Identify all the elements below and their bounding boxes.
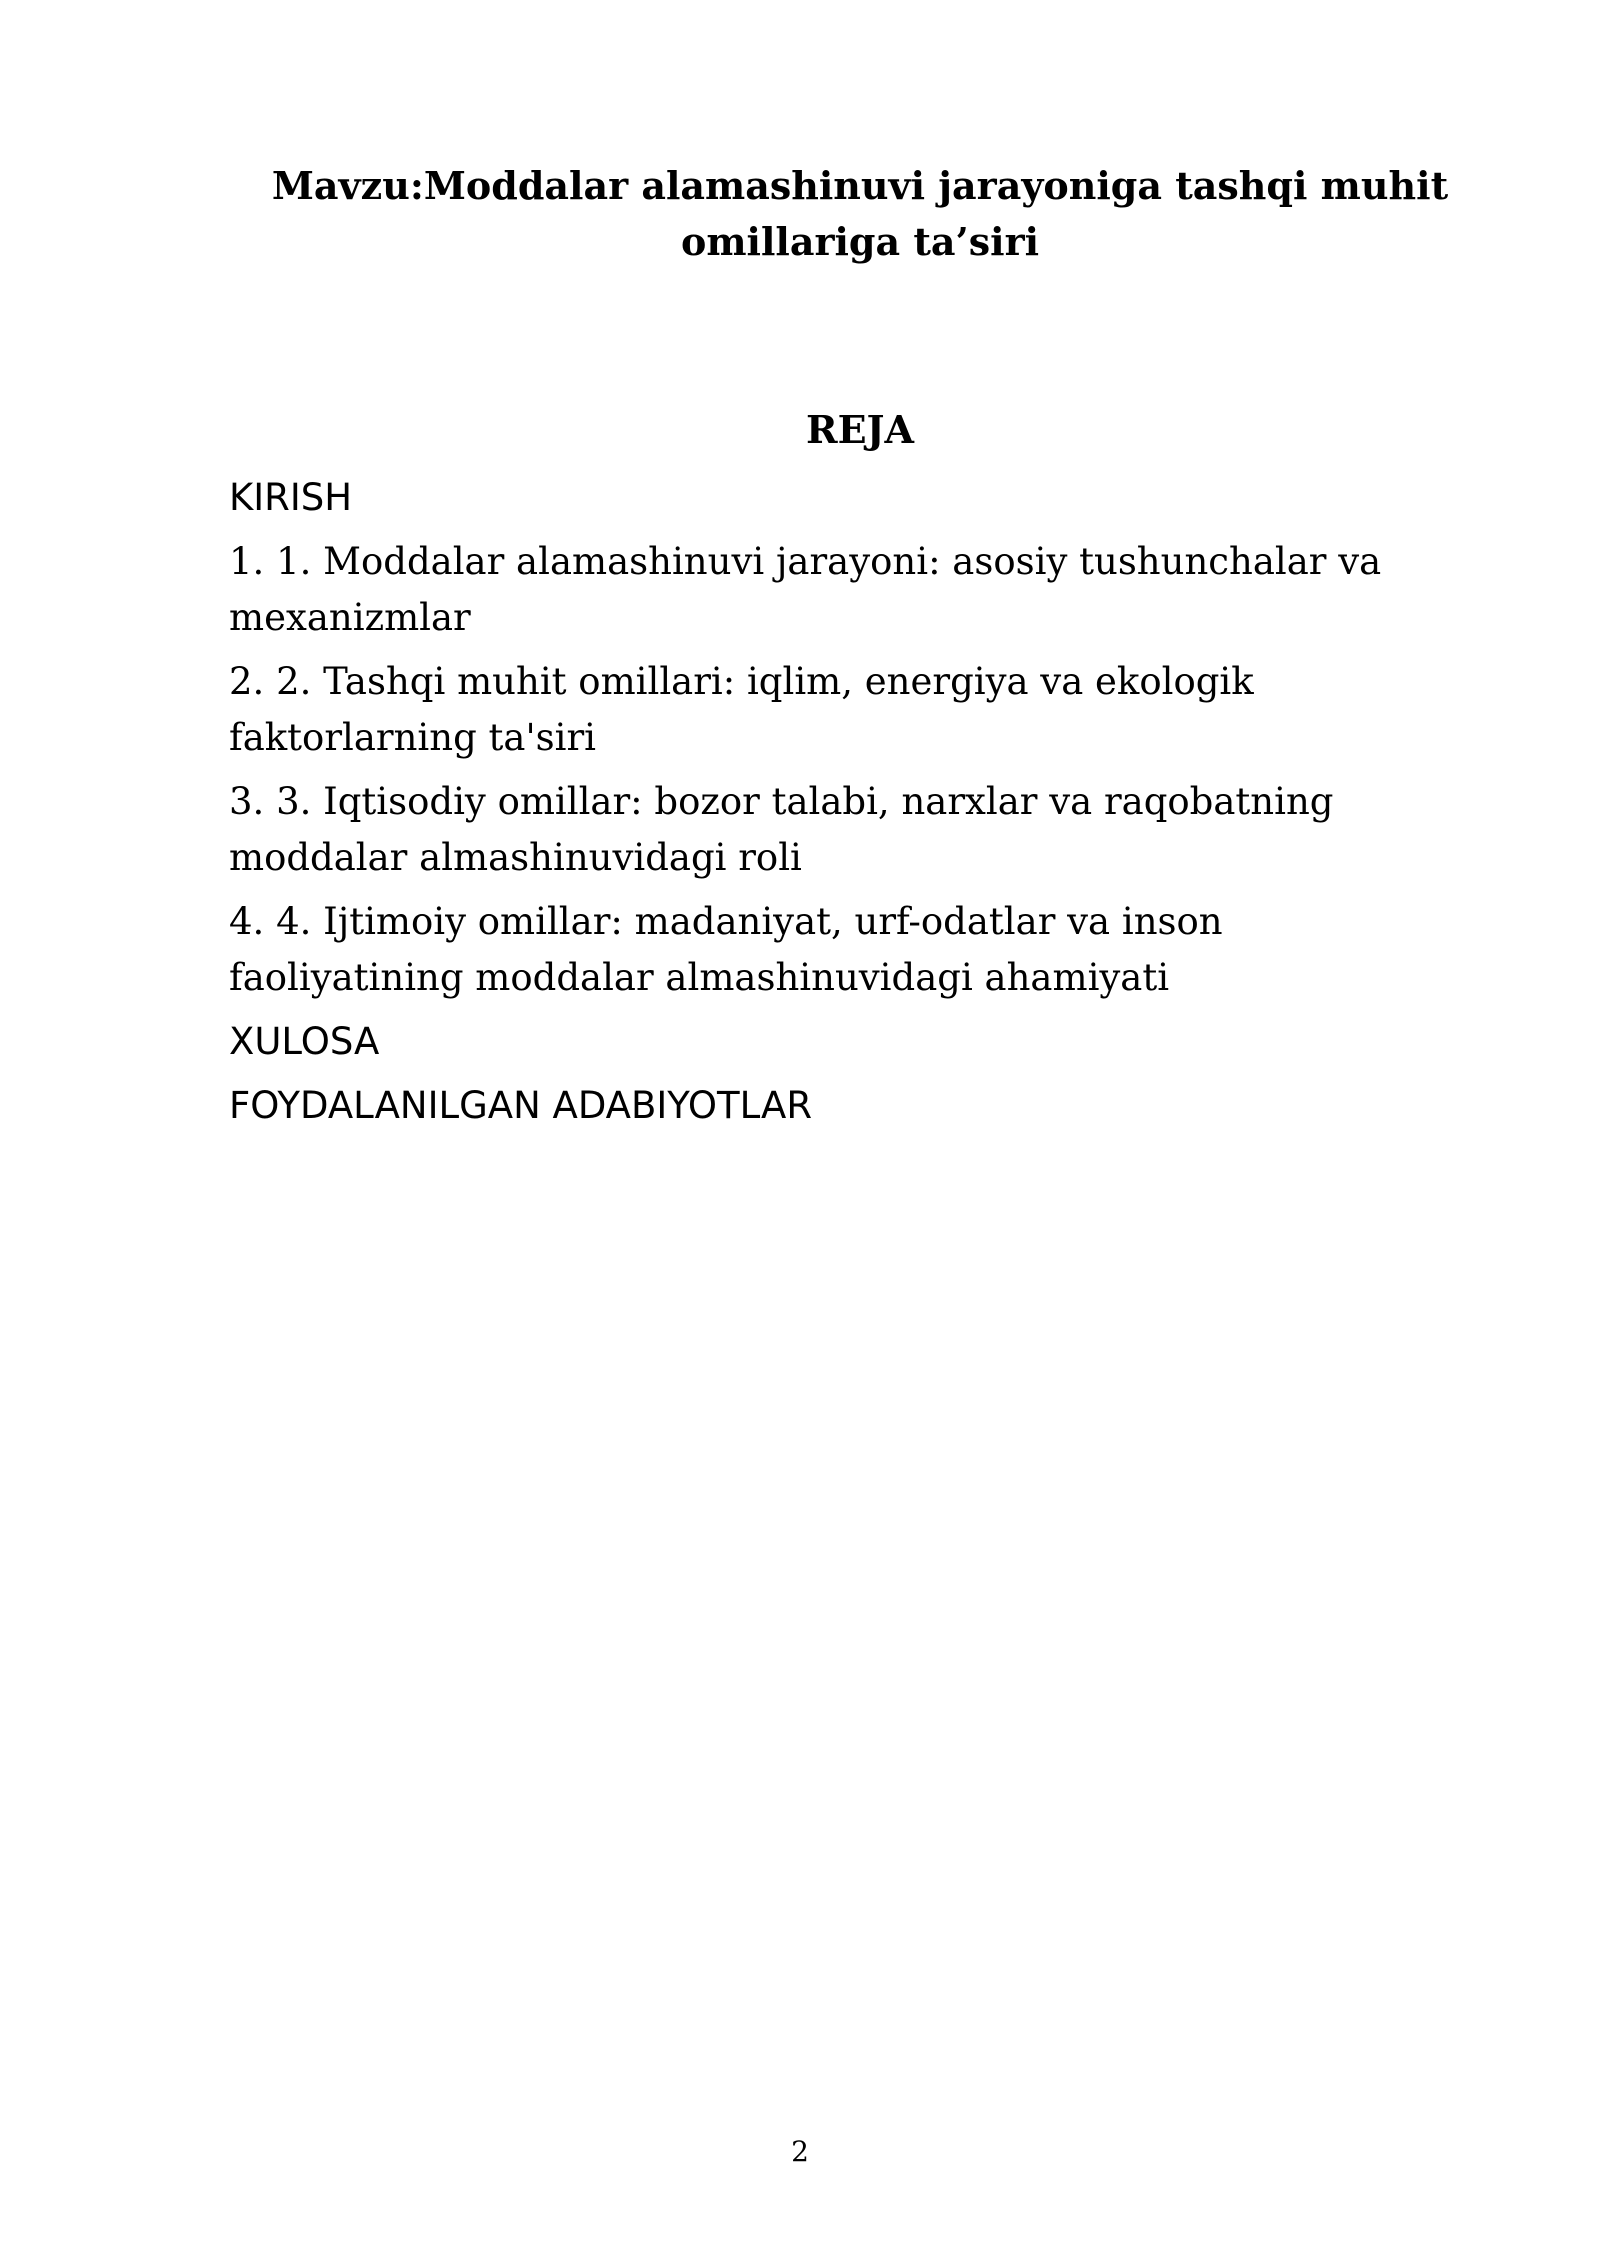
plan-item-references [229, 1078, 1479, 1134]
document-title [230, 158, 1490, 270]
plan-item-line: 1. 1. Moddalar alamashinuvi jarayoni: asosiy tushunchalar va [229, 540, 1382, 583]
plan-item-4 [229, 894, 1479, 1006]
plan-item-introduction [229, 470, 1479, 526]
plan-list [229, 470, 1479, 1142]
plan-heading: REJA [805, 407, 914, 452]
document-title-line: Mavzu:Moddalar alamashinuvi jarayoniga tashqi muhit [271, 163, 1449, 208]
plan-item-line: 4. 4. Ijtimoiy omillar: madaniyat, urf-odatlar va inson [229, 900, 1223, 943]
plan-item-line: 3. 3. Iqtisodiy omillar: bozor talabi, narxlar va raqobatning [229, 780, 1334, 823]
plan-item-line: KIRISH [229, 476, 353, 519]
plan-item-line: XULOSA [229, 1020, 380, 1063]
plan-item-line: faoliyatining moddalar almashinuvidagi ahamiyati [229, 956, 1170, 999]
plan-item-3 [229, 774, 1479, 886]
plan-item-line: FOYDALANILGAN ADABIYOTLAR [229, 1084, 813, 1127]
plan-item-1 [229, 534, 1479, 646]
plan-item-line: mexanizmlar [229, 596, 471, 639]
page-number: 2 [791, 2135, 809, 2168]
plan-item-2 [229, 654, 1479, 766]
plan-item-line: 2. 2. Tashqi muhit omillari: iqlim, energiya va ekologik [229, 660, 1254, 703]
plan-item-conclusion [229, 1014, 1479, 1070]
document-title-line: omillariga ta’siri [680, 219, 1040, 264]
plan-item-line: moddalar almashinuvidagi roli [229, 836, 802, 879]
plan-item-line: faktorlarning ta'siri [229, 716, 596, 759]
